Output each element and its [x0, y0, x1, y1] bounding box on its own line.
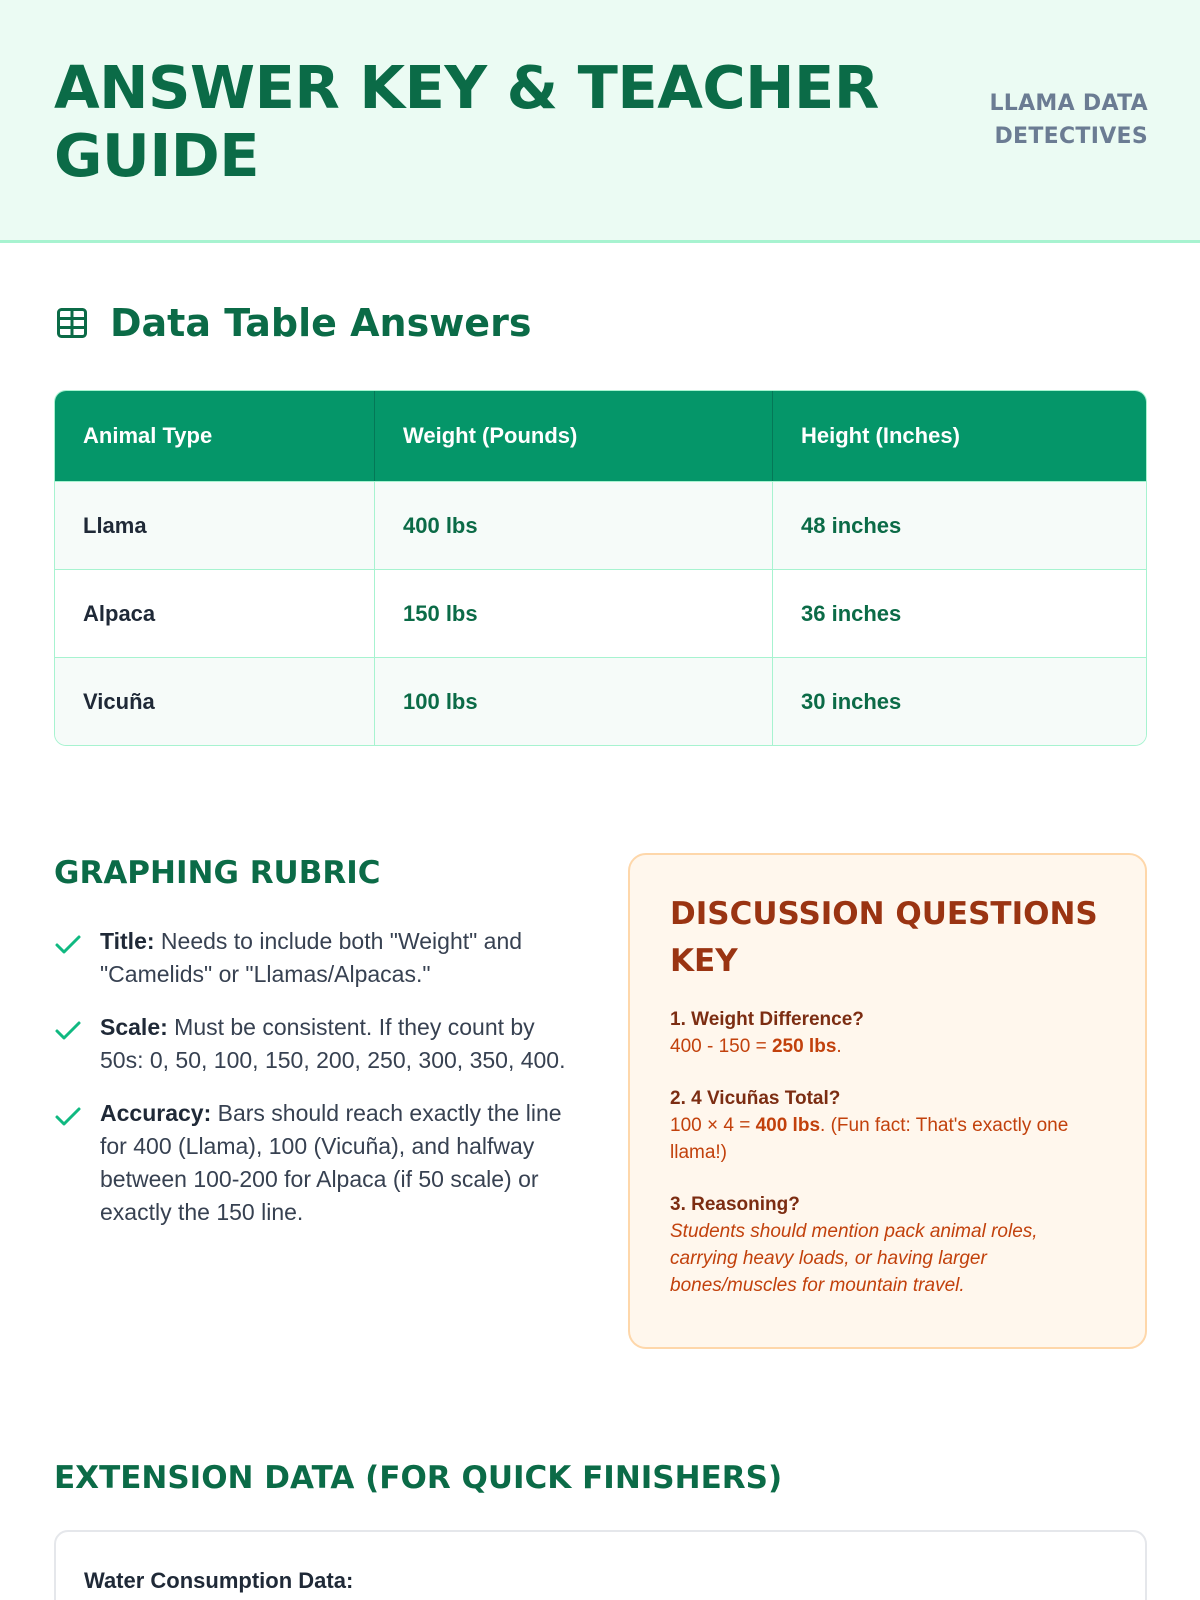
answer-text: . [836, 1036, 842, 1057]
brand-label [989, 87, 1148, 153]
cell-height: 30 inches [801, 688, 902, 714]
column-header-height: Height (Inches) [801, 423, 960, 448]
rubric-item-text [100, 925, 584, 991]
rubric-item-label: Title: [100, 928, 155, 954]
rubric-item-body: Needs to include both "Weight" and "Camelids" or "Llamas/Alpacas." [100, 928, 523, 987]
question-2 [670, 1086, 1105, 1166]
answer-highlight: 250 lbs [771, 1036, 837, 1057]
rubric-item-label: Scale: [100, 1014, 168, 1040]
question-answer: Students should mention pack animal roles, carrying heavy loads, or having larger bones/muscles for mountain travel. [670, 1221, 1038, 1296]
question-heading: 3. Reasoning? [670, 1194, 800, 1215]
data-table-section-heading [54, 298, 531, 348]
question-answer [670, 1112, 1105, 1166]
brand-line-1: LLAMA DATA [989, 91, 1148, 116]
discussion-title: DISCUSSION QUESTIONS KEY [670, 896, 1098, 979]
extension-data-card [54, 1530, 1147, 1600]
rubric-item-body: Must be consistent. If they count by 50s: 0, 50, 100, 150, 200, 250, 300, 350, 400. [100, 1014, 566, 1073]
rubric-item [54, 925, 584, 991]
answer-text: . (Fun fact: That's exactly one llama!) [670, 1115, 1069, 1163]
cell-animal: Llama [55, 482, 375, 569]
rubric-list [54, 925, 584, 1249]
cell-height: 36 inches [801, 600, 902, 626]
discussion-questions-card [628, 853, 1147, 1349]
question-heading: 1. Weight Difference? [670, 1009, 864, 1030]
column-header-animal-type: Animal Type [55, 391, 375, 481]
rubric-item-label: Accuracy: [100, 1100, 212, 1126]
data-table-title: Data Table Answers [110, 301, 532, 345]
cell-animal: Alpaca [55, 570, 375, 657]
cell-weight: 400 lbs [375, 482, 773, 569]
table-header-row [55, 391, 1146, 481]
page-header [0, 0, 1200, 243]
table-grid-icon [54, 305, 90, 341]
cell-height: 48 inches [801, 512, 902, 538]
rubric-item-text [100, 1097, 584, 1229]
answer-text: 100 × 4 = [670, 1115, 756, 1136]
answer-text: 400 - 150 = [670, 1036, 772, 1057]
table-row [55, 569, 1146, 657]
answers-table [54, 390, 1147, 746]
extension-title: EXTENSION DATA (FOR QUICK FINISHERS) [54, 1460, 783, 1496]
question-heading: 2. 4 Vicuñas Total? [670, 1088, 841, 1109]
rubric-item-text [100, 1011, 584, 1077]
question-answer [670, 1033, 1105, 1060]
rubric-item-body: Bars should reach exactly the line for 400 (Llama), 100 (Vicuña), and halfway between 100-200 for Alpaca (if 50 scale) or exactly the 150 line. [100, 1100, 562, 1225]
checkmark-icon [54, 1097, 100, 1229]
table-row [55, 481, 1146, 569]
cell-weight: 100 lbs [375, 658, 773, 745]
brand-line-2: DETECTIVES [994, 124, 1148, 149]
rubric-title: GRAPHING RUBRIC [54, 855, 381, 891]
checkmark-icon [54, 925, 100, 991]
question-3 [670, 1192, 1105, 1299]
column-header-weight: Weight (Pounds) [375, 391, 773, 481]
cell-animal: Vicuña [55, 658, 375, 745]
table-row [55, 657, 1146, 745]
page-title: ANSWER KEY & TEACHER GUIDE [54, 53, 879, 190]
cell-weight: 150 lbs [375, 570, 773, 657]
answer-highlight: 400 lbs [755, 1115, 821, 1136]
checkmark-icon [54, 1011, 100, 1077]
question-1 [670, 1007, 1105, 1060]
rubric-item [54, 1011, 584, 1077]
rubric-item [54, 1097, 584, 1229]
water-consumption-label: Water Consumption Data: [84, 1568, 354, 1593]
